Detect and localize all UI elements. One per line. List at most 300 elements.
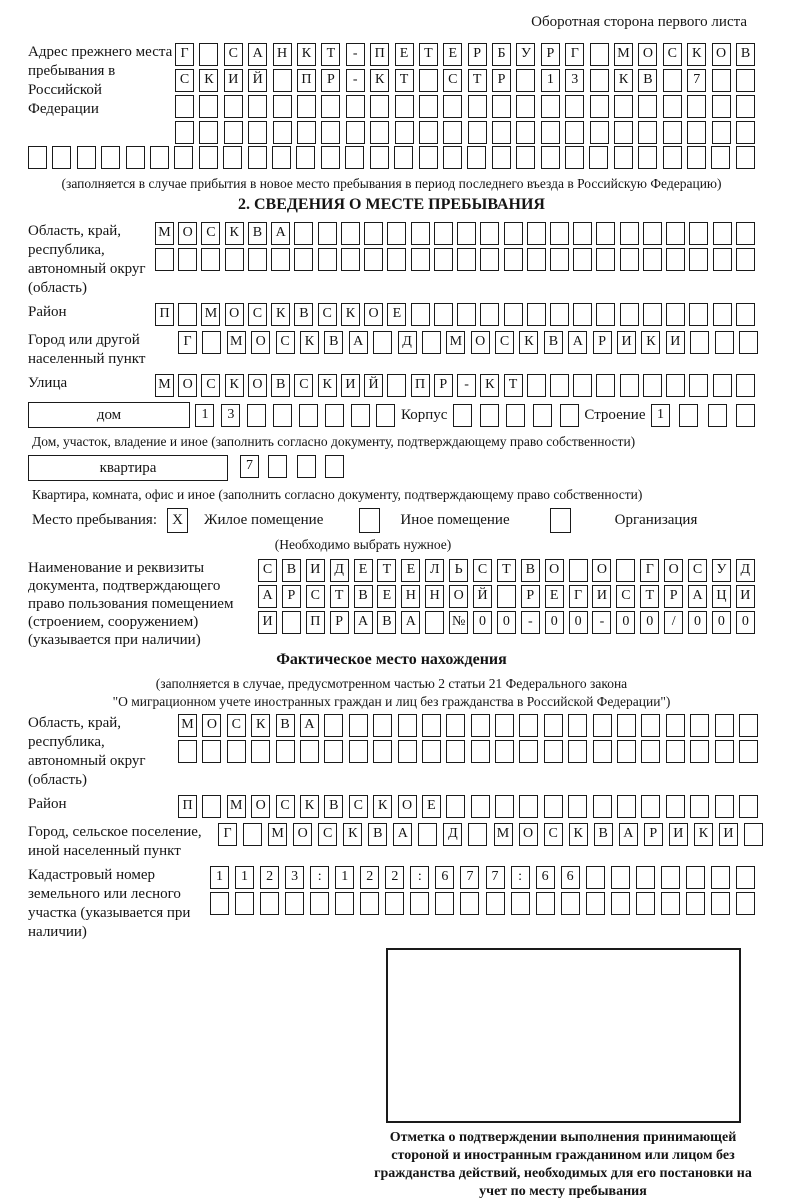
prev-address-overflow-row	[28, 146, 755, 169]
char-cell: 2	[260, 866, 279, 889]
char-cell: Р	[434, 374, 453, 397]
char-cell	[715, 714, 734, 737]
char-cell	[565, 95, 584, 118]
actual-city-label: Город, сельское поселение, иной населенный пункт	[28, 824, 202, 859]
char-cell: 0	[473, 611, 492, 634]
char-cell	[199, 146, 218, 169]
char-cell: О	[398, 795, 417, 818]
char-cell	[385, 892, 404, 915]
char-cell	[248, 121, 267, 144]
char-cell	[550, 374, 569, 397]
char-cell	[223, 146, 242, 169]
char-cell: А	[619, 823, 638, 846]
char-cell	[349, 714, 368, 737]
prev-address-grid	[175, 43, 755, 144]
char-cell: О	[225, 303, 244, 326]
char-cell	[504, 303, 523, 326]
char-cell	[325, 404, 344, 427]
char-cell: М	[155, 374, 174, 397]
char-cell	[360, 892, 379, 915]
char-cell: Р	[593, 331, 612, 354]
actual-location-title: Фактическое место нахождения	[276, 651, 507, 668]
char-cell: В	[594, 823, 613, 846]
region-grid	[155, 222, 755, 271]
char-cell: В	[248, 222, 267, 245]
char-cell: Р	[330, 611, 349, 634]
char-cell	[736, 303, 755, 326]
char-cell: 1	[651, 404, 670, 427]
char-cell	[641, 714, 660, 737]
char-cell	[224, 121, 243, 144]
actual-city-grid-row	[218, 823, 763, 846]
char-cell	[590, 43, 609, 66]
char-cell	[443, 121, 462, 144]
char-cell: О	[449, 585, 468, 608]
char-cell: Т	[419, 43, 438, 66]
char-cell: В	[377, 611, 396, 634]
char-cell: Й	[473, 585, 492, 608]
char-cell	[224, 95, 243, 118]
char-cell: П	[306, 611, 325, 634]
char-cell	[495, 795, 514, 818]
char-cell	[663, 95, 682, 118]
char-cell: О	[638, 43, 657, 66]
char-cell	[712, 95, 731, 118]
char-cell	[511, 892, 530, 915]
char-cell	[739, 795, 758, 818]
char-cell	[446, 795, 465, 818]
char-cell	[297, 455, 316, 478]
char-cell	[614, 95, 633, 118]
char-cell	[321, 95, 340, 118]
char-cell: О	[202, 714, 221, 737]
char-cell	[321, 121, 340, 144]
char-cell: Т	[497, 559, 516, 582]
char-cell: 2	[360, 866, 379, 889]
char-cell: -	[592, 611, 611, 634]
char-cell	[225, 248, 244, 271]
char-cell	[346, 95, 365, 118]
char-cell	[739, 331, 758, 354]
char-cell	[210, 892, 229, 915]
char-cell: И	[669, 823, 688, 846]
region-grid-row-1	[155, 222, 755, 245]
char-cell: К	[300, 331, 319, 354]
char-cell: К	[297, 43, 316, 66]
char-cell	[641, 795, 660, 818]
char-cell	[101, 146, 120, 169]
char-cell	[620, 222, 639, 245]
char-cell: :	[310, 866, 329, 889]
char-cell	[536, 892, 555, 915]
char-cell	[550, 248, 569, 271]
char-cell: И	[258, 611, 277, 634]
char-cell: С	[473, 559, 492, 582]
char-cell: И	[719, 823, 738, 846]
cadastral-grid	[210, 866, 755, 915]
char-cell: 0	[640, 611, 659, 634]
char-cell	[248, 95, 267, 118]
char-cell	[351, 404, 370, 427]
char-cell	[202, 740, 221, 763]
char-cell	[689, 374, 708, 397]
char-cell	[663, 69, 682, 92]
char-cell: М	[446, 331, 465, 354]
document-grid-row-2	[258, 585, 755, 608]
char-cell: М	[201, 303, 220, 326]
char-cell	[690, 714, 709, 737]
char-cell: 3	[565, 69, 584, 92]
char-cell	[251, 740, 270, 763]
stay-type-note: (Необходимо выбрать нужное)	[274, 537, 452, 552]
char-cell: Л	[425, 559, 444, 582]
char-cell: А	[258, 585, 277, 608]
stroenie-grid-row	[651, 404, 755, 427]
char-cell	[686, 892, 705, 915]
char-cell	[541, 121, 560, 144]
char-cell	[276, 740, 295, 763]
char-cell: К	[694, 823, 713, 846]
char-cell	[394, 146, 413, 169]
char-cell	[573, 248, 592, 271]
char-cell	[690, 795, 709, 818]
char-cell	[178, 248, 197, 271]
char-cell: М	[614, 43, 633, 66]
char-cell	[690, 331, 709, 354]
char-cell	[155, 248, 174, 271]
char-cell	[561, 892, 580, 915]
char-cell	[590, 121, 609, 144]
char-cell	[297, 121, 316, 144]
char-cell	[422, 740, 441, 763]
char-cell	[174, 146, 193, 169]
char-cell: Т	[395, 69, 414, 92]
char-cell: В	[544, 331, 563, 354]
char-cell: Р	[664, 585, 683, 608]
char-cell: 7	[486, 866, 505, 889]
char-cell: Г	[218, 823, 237, 846]
char-cell	[666, 303, 685, 326]
char-cell	[689, 303, 708, 326]
char-cell: С	[227, 714, 246, 737]
char-cell	[324, 740, 343, 763]
char-cell: 1	[235, 866, 254, 889]
stamp-area	[373, 948, 753, 1201]
char-cell: Ь	[449, 559, 468, 582]
char-cell: И	[617, 331, 636, 354]
char-cell: В	[736, 43, 755, 66]
char-cell	[335, 892, 354, 915]
char-cell: А	[401, 611, 420, 634]
char-cell	[178, 303, 197, 326]
char-cell	[516, 69, 535, 92]
char-cell	[620, 374, 639, 397]
char-cell: Д	[330, 559, 349, 582]
char-cell	[550, 222, 569, 245]
char-cell	[446, 714, 465, 737]
char-cell: М	[155, 222, 174, 245]
char-cell: 0	[569, 611, 588, 634]
char-cell	[126, 146, 145, 169]
char-cell: Д	[736, 559, 755, 582]
char-cell	[387, 222, 406, 245]
char-cell	[480, 248, 499, 271]
char-cell	[422, 714, 441, 737]
char-cell	[550, 303, 569, 326]
city-grid-row	[178, 331, 758, 354]
char-cell	[318, 222, 337, 245]
char-cell	[686, 866, 705, 889]
char-cell: П	[411, 374, 430, 397]
char-cell: И	[341, 374, 360, 397]
char-cell: В	[282, 559, 301, 582]
char-cell	[346, 121, 365, 144]
char-cell: М	[227, 331, 246, 354]
char-cell	[387, 248, 406, 271]
char-cell	[690, 740, 709, 763]
char-cell	[248, 146, 267, 169]
char-cell: Ц	[712, 585, 731, 608]
char-cell: Т	[640, 585, 659, 608]
char-cell	[178, 740, 197, 763]
char-cell	[636, 866, 655, 889]
char-cell: О	[364, 303, 383, 326]
char-cell	[586, 866, 605, 889]
stay-type-option-organization-label: Организация	[614, 512, 698, 528]
apartment-box: квартира	[28, 455, 228, 481]
cadastral-grid-row-1	[210, 866, 755, 889]
char-cell	[573, 374, 592, 397]
char-cell: А	[393, 823, 412, 846]
char-cell	[468, 121, 487, 144]
char-cell	[643, 374, 662, 397]
char-cell	[175, 95, 194, 118]
char-cell	[617, 740, 636, 763]
char-cell	[590, 69, 609, 92]
char-cell	[434, 303, 453, 326]
char-cell	[611, 866, 630, 889]
char-cell	[504, 222, 523, 245]
char-cell	[492, 121, 511, 144]
char-cell	[349, 740, 368, 763]
char-cell	[573, 303, 592, 326]
char-cell: О	[471, 331, 490, 354]
char-cell: 6	[435, 866, 454, 889]
char-cell: И	[592, 585, 611, 608]
char-cell	[480, 303, 499, 326]
char-cell	[410, 892, 429, 915]
char-cell: Т	[321, 43, 340, 66]
char-cell	[679, 404, 698, 427]
char-cell	[663, 121, 682, 144]
char-cell	[370, 95, 389, 118]
char-cell: С	[349, 795, 368, 818]
char-cell: М	[178, 714, 197, 737]
char-cell	[596, 248, 615, 271]
char-cell	[495, 740, 514, 763]
char-cell	[492, 146, 511, 169]
char-cell: Е	[387, 303, 406, 326]
prev-address-note: (заполняется в случае прибытия в новое место пребывания в период последнего въезда в Российскую Федерацию)	[61, 176, 722, 191]
stroenie-label: Строение	[584, 407, 646, 423]
char-cell	[736, 892, 755, 915]
char-cell	[544, 714, 563, 737]
char-cell	[506, 404, 525, 427]
char-cell	[419, 146, 438, 169]
document-grid-row-3	[258, 611, 755, 634]
char-cell	[711, 146, 730, 169]
char-cell	[235, 892, 254, 915]
char-cell	[666, 222, 685, 245]
street-label: Улица	[28, 375, 68, 391]
char-cell	[586, 892, 605, 915]
char-cell	[227, 740, 246, 763]
char-cell: 0	[736, 611, 755, 634]
char-cell	[467, 146, 486, 169]
char-cell: П	[155, 303, 174, 326]
char-cell	[666, 374, 685, 397]
char-cell: О	[251, 795, 270, 818]
char-cell	[617, 795, 636, 818]
char-cell: С	[248, 303, 267, 326]
char-cell: 0	[712, 611, 731, 634]
char-cell	[273, 69, 292, 92]
char-cell	[516, 121, 535, 144]
char-cell	[273, 121, 292, 144]
char-cell: 1	[210, 866, 229, 889]
char-cell	[744, 823, 763, 846]
stay-type-row	[32, 508, 755, 533]
char-cell	[395, 121, 414, 144]
korpus-label: Корпус	[400, 407, 448, 423]
char-cell: В	[368, 823, 387, 846]
char-cell: В	[324, 331, 343, 354]
char-cell: К	[480, 374, 499, 397]
char-cell: Р	[541, 43, 560, 66]
char-cell	[282, 611, 301, 634]
char-cell	[736, 866, 755, 889]
char-cell: О	[712, 43, 731, 66]
street-grid-row	[155, 374, 755, 397]
district-grid-row	[155, 303, 755, 326]
char-cell	[285, 892, 304, 915]
char-cell: К	[614, 69, 633, 92]
char-cell	[666, 714, 685, 737]
char-cell	[711, 892, 730, 915]
char-cell	[661, 866, 680, 889]
stay-type-option-residential-label: Жилое помещение	[204, 512, 324, 528]
char-cell	[638, 146, 657, 169]
char-cell: С	[258, 559, 277, 582]
char-cell	[638, 121, 657, 144]
char-cell: О	[592, 559, 611, 582]
char-cell	[150, 146, 169, 169]
char-cell: Е	[395, 43, 414, 66]
char-cell: О	[664, 559, 683, 582]
char-cell: К	[271, 303, 290, 326]
char-cell	[617, 714, 636, 737]
char-cell: 1	[541, 69, 560, 92]
char-cell: О	[178, 374, 197, 397]
char-cell	[663, 146, 682, 169]
stamp-caption: Отметка о подтверждении выполнения принимающей стороной и иностранным гражданином или лицом без гражданства действий, необходимых для его постановки на учет по месту пребывания	[374, 1130, 752, 1199]
char-cell	[713, 248, 732, 271]
char-cell	[376, 404, 395, 427]
char-cell	[370, 121, 389, 144]
char-cell	[199, 95, 218, 118]
page-header-note: Оборотная сторона первого листа	[531, 14, 747, 30]
char-cell: 2	[385, 866, 404, 889]
char-cell: 0	[688, 611, 707, 634]
stay-type-option-other-premises-label: Иное помещение	[400, 512, 510, 528]
char-cell: Г	[640, 559, 659, 582]
char-cell	[52, 146, 71, 169]
char-cell: А	[349, 331, 368, 354]
char-cell: С	[663, 43, 682, 66]
cadastral-grid-row-2	[210, 892, 755, 915]
char-cell	[736, 222, 755, 245]
char-cell	[325, 455, 344, 478]
char-cell	[321, 146, 340, 169]
stay-type-checkbox-residential: X	[167, 508, 188, 533]
char-cell: Р	[492, 69, 511, 92]
char-cell: Е	[545, 585, 564, 608]
char-cell	[419, 95, 438, 118]
char-cell: /	[664, 611, 683, 634]
char-cell	[434, 248, 453, 271]
char-cell	[713, 222, 732, 245]
char-cell: Е	[377, 585, 396, 608]
char-cell: А	[354, 611, 373, 634]
char-cell	[492, 95, 511, 118]
char-cell	[560, 404, 579, 427]
char-cell	[471, 714, 490, 737]
char-cell: А	[300, 714, 319, 737]
char-cell: К	[370, 69, 389, 92]
char-cell: К	[225, 374, 244, 397]
char-cell	[435, 892, 454, 915]
char-cell: О	[178, 222, 197, 245]
char-cell: Т	[504, 374, 523, 397]
char-cell	[411, 303, 430, 326]
char-cell	[486, 892, 505, 915]
char-cell: 7	[240, 455, 259, 478]
char-cell	[504, 248, 523, 271]
char-cell	[593, 795, 612, 818]
char-cell: Й	[248, 69, 267, 92]
char-cell	[202, 795, 221, 818]
char-cell	[736, 95, 755, 118]
char-cell	[568, 795, 587, 818]
char-cell	[687, 146, 706, 169]
char-cell	[736, 248, 755, 271]
char-cell	[202, 331, 221, 354]
char-cell	[541, 146, 560, 169]
char-cell	[568, 740, 587, 763]
actual-region-grid-row-2	[178, 740, 758, 763]
char-cell	[364, 248, 383, 271]
char-cell: М	[494, 823, 513, 846]
stay-type-label: Место пребывания:	[32, 512, 157, 528]
char-cell	[299, 404, 318, 427]
actual-location-note-1: (заполняется в случае, предусмотренном частью 2 статьи 21 Федерального закона	[155, 676, 628, 691]
char-cell	[345, 146, 364, 169]
char-cell	[300, 740, 319, 763]
char-cell: Н	[401, 585, 420, 608]
char-cell: С	[201, 222, 220, 245]
char-cell	[398, 740, 417, 763]
char-cell	[294, 222, 313, 245]
